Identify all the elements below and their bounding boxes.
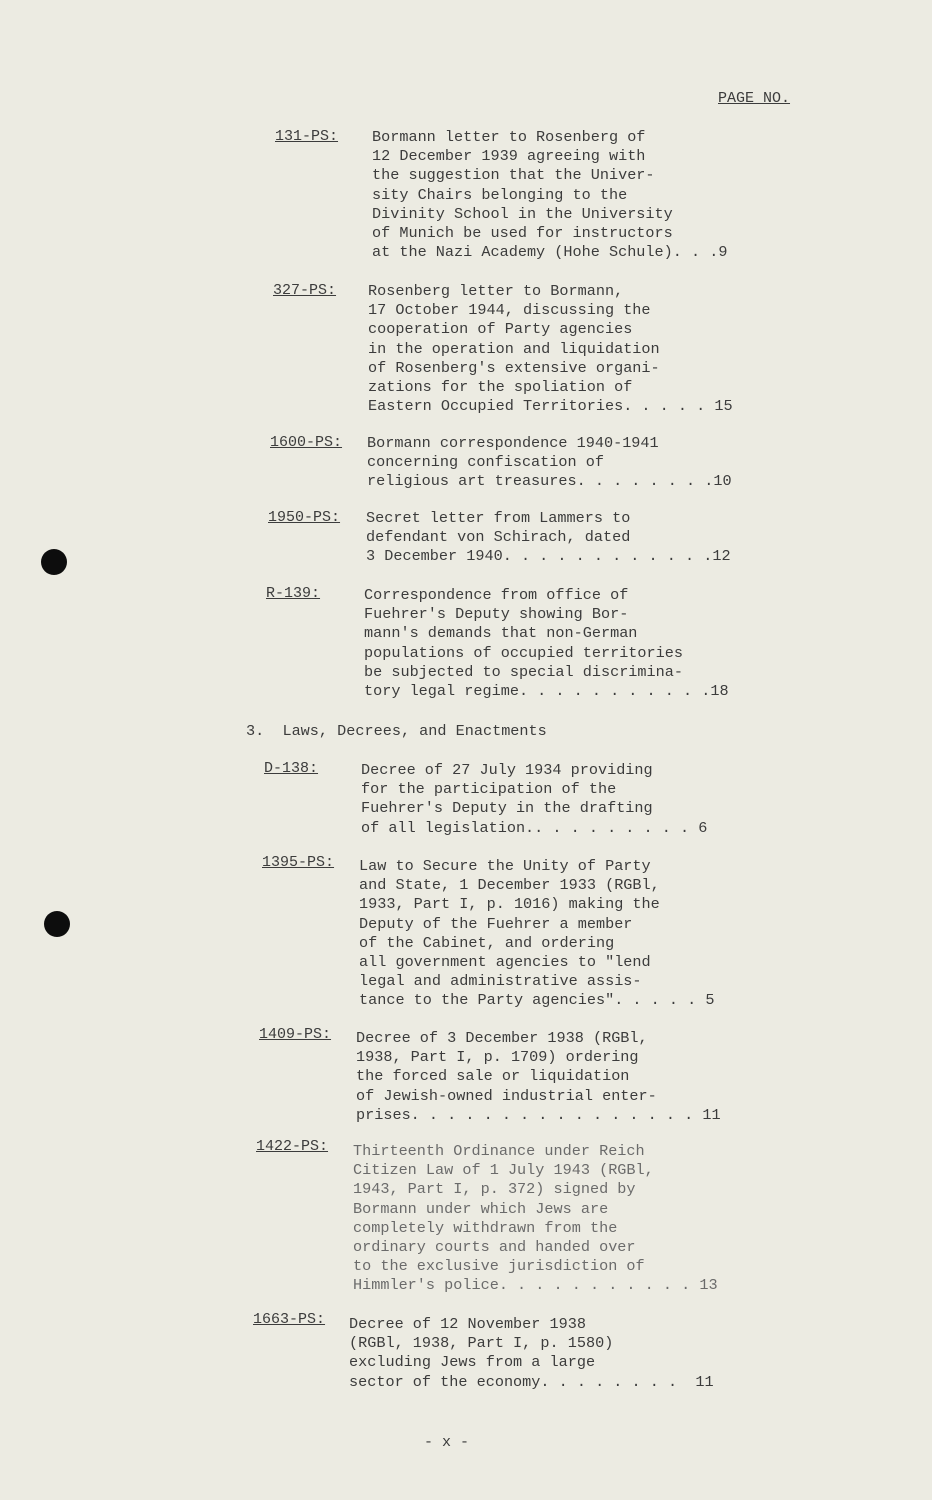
doc-id-1663-ps: 1663-PS: (253, 1311, 326, 1328)
section-heading-laws-decrees: 3. Laws, Decrees, and Enactments (246, 722, 547, 740)
entry-description-d-138: Decree of 27 July 1934 providing for the participation of the Fuehrer's Deputy in the drafting of all legislation.. . . . . . . . . 6 (361, 761, 708, 837)
binder-hole-bottom (44, 911, 70, 937)
binder-hole-top (41, 549, 67, 575)
doc-id-1950-ps: 1950-PS: (268, 509, 341, 526)
entry-description-1663-ps: Decree of 12 November 1938 (RGBl, 1938, Part I, p. 1580) excluding Jews from a large sector of the economy. . . . . . . . 11 (349, 1315, 714, 1391)
page-no-header: PAGE NO. (718, 90, 791, 107)
page-number-footer: - x - (424, 1434, 470, 1451)
doc-id-1422-ps: 1422-PS: (256, 1138, 329, 1155)
doc-id-d-138: D-138: (264, 760, 319, 777)
entry-description-1422-ps: Thirteenth Ordinance under Reich Citizen Law of 1 July 1943 (RGBl, 1943, Part I, p. 372) signed by Bormann under which Jews are completely withdrawn from the ordinary courts and handed over to the exclusive jurisdiction of Himmler's police. . . . . . . . . . . 13 (353, 1142, 718, 1295)
doc-id-r-139: R-139: (266, 585, 321, 602)
entry-description-1409-ps: Decree of 3 December 1938 (RGBl, 1938, Part I, p. 1709) ordering the forced sale or liquidation of Jewish-owned industrial enter- prises. . . . . . . . . . . . . . . . 11 (356, 1029, 721, 1124)
entry-description-1600-ps: Bormann correspondence 1940-1941 concerning confiscation of religious art treasures. . . . . . . .10 (367, 434, 732, 491)
entry-description-1395-ps: Law to Secure the Unity of Party and State, 1 December 1933 (RGBl, 1933, Part I, p. 1016) making the Deputy of the Fuehrer a member of the Cabinet, and ordering all government agencies to "lend legal and administrative assis- tance to the Party agencies". . . . . 5 (359, 857, 715, 1010)
entry-description-131-ps: Bormann letter to Rosenberg of 12 December 1939 agreeing with the suggestion that the Univer- sity Chairs belonging to the Divinity School in the University of Munich be used for instructors at the Nazi Academy (Hohe Schule). . .9 (372, 128, 728, 262)
doc-id-1395-ps: 1395-PS: (262, 854, 335, 871)
entry-description-327-ps: Rosenberg letter to Bormann, 17 October 1944, discussing the cooperation of Party agencies in the operation and liquidation of Rosenberg's extensive organi- zations for the spoliation of Eastern Occupied Territories. . . . . 15 (368, 282, 733, 416)
entry-description-r-139: Correspondence from office of Fuehrer's Deputy showing Bor- mann's demands that non-German populations of occupied territories be subjected to special discrimina- tory legal regime. . . . . . . . . . .18 (364, 586, 729, 701)
entry-description-1950-ps: Secret letter from Lammers to defendant von Schirach, dated 3 December 1940. . . . . . . . . . . .12 (366, 509, 731, 566)
doc-id-1409-ps: 1409-PS: (259, 1026, 332, 1043)
doc-id-131-ps: 131-PS: (275, 128, 339, 145)
doc-id-1600-ps: 1600-PS: (270, 434, 343, 451)
doc-id-327-ps: 327-PS: (273, 282, 337, 299)
